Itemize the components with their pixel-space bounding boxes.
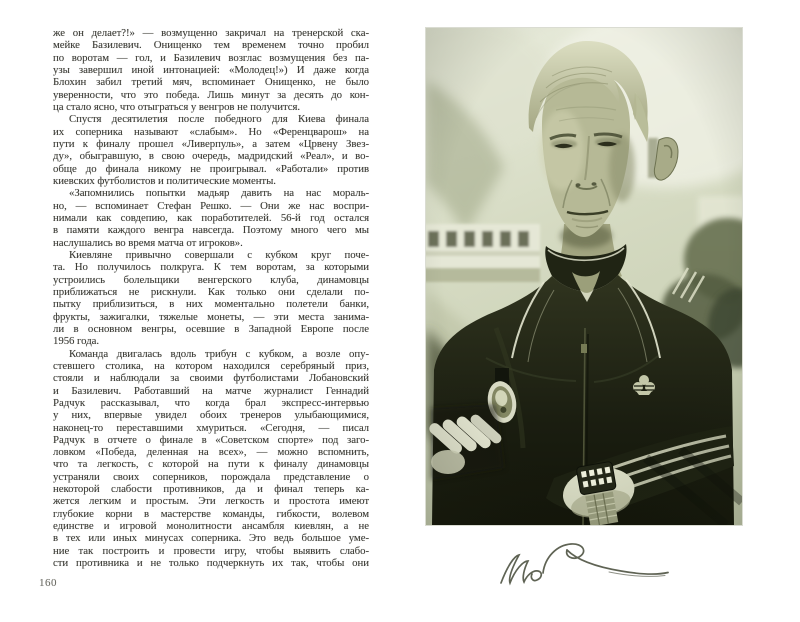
text-line: же он делает?!» — возмущенно закричал на тренерской ска- (53, 27, 369, 39)
text-line: приближаться не рискнули. Как только они сделали по- (53, 285, 369, 298)
text-line: фрукты, зажигалки, тяжелые монеты, — эти места занима- (53, 310, 369, 323)
text-line: «Запомнились попытки мадьяр давить на нас мораль- (69, 187, 369, 200)
text-line: стояли и наблюдали за своими футболистами Лобановский (53, 372, 369, 385)
text-line: у них, впервые увидел обоих тренеров улыбающимися, (53, 409, 369, 422)
signature (487, 537, 677, 597)
text-line: Спустя десятилетия после победного для Киева финала (69, 113, 369, 126)
text-line: единстве и игровой монолитности ансамбля киевлян, а не (53, 520, 369, 533)
text-line: 1956 года. (53, 335, 100, 348)
text-line: Киевляне привычно совершали с кубком круг поче- (69, 248, 369, 261)
text-line: ца стало ясно, что отыграться у венгров не получится. (53, 100, 301, 113)
text-line: пытку приблизиться, в них моментально полетели банки, (53, 298, 369, 311)
text-line: устраняли своих соперников, порождала представление о (53, 470, 369, 483)
text-line: наконец-то переставшими хмуриться. «Сегодня, — писал (53, 421, 369, 434)
text-line: наслушались во время матча от игроков». (53, 236, 243, 249)
text-line: пути к финалу прошел «Ливерпуль», а затем «Црвену Звез- (53, 137, 369, 150)
text-line: их соперника называют «слабым». Но «Ференцварош» на (53, 125, 369, 138)
text-line: нимали как совдепию, как поработителей. 56-й год остался (53, 211, 369, 224)
text-line: ние так построить и провести игру, чтобы выявить слабо- (53, 544, 369, 557)
text-line: Радчук в отчете о финале в «Советском спорте» под заго- (53, 433, 369, 446)
text-line: уверенности, что это победа. Лишь минут за десять до кон- (53, 88, 369, 101)
text-line: ли в основном венгры, осевшие в Западной Европе после (53, 322, 369, 335)
text-line: жется легким и простым. Эти легкость и простота имеют (53, 495, 369, 508)
text-line: та. Но получилось полкруга. К тем воротам, за которыми (53, 261, 369, 274)
text-line: узы завершил иной интонацией: «Молодец!») И даже когда (53, 63, 369, 76)
text-line: обще до финала никому не проигрывал. «Работали» против (53, 162, 369, 175)
text-line: по воротам — гол, и Базилевич возглас возмущения без па- (53, 51, 369, 64)
text-line: и Базилевич. Работавший на матче журналист Геннадий (53, 384, 369, 397)
text-line: глубокие корни в мастерстве команды, гибкости, волевом (53, 507, 369, 520)
text-line: но, — вспоминает Стефан Решко. — Они же нас воспри- (53, 199, 369, 212)
left-page-text (53, 27, 369, 569)
text-line: Блохин забил третий мяч, вспоминает Онищенко, не было (53, 76, 369, 89)
text-line: некоторой слабости противников, да и финал теперь ка- (53, 483, 369, 496)
text-line: сти противника и не только подчеркнуть их так, чтобы они (53, 557, 369, 570)
text-line: Радчук рассказывал, что когда брал экспресс-интервью (53, 396, 369, 409)
text-line: что та легкость, с которой на пути к финалу динамовцы (53, 458, 369, 471)
text-line: в тех или иных минусах соперника. Это ведь большое уме- (53, 532, 369, 545)
page-number: 160 (39, 577, 57, 589)
text-line: ду», обыгравшую, в свою очередь, мадридский «Реал», и во- (53, 150, 369, 163)
text-line: киевских футболистов и политические моменты. (53, 174, 276, 187)
text-line: в памяти каждого венгра навсегда. Поэтому много чего мы (53, 224, 369, 237)
portrait-photo (426, 28, 742, 525)
text-line: мейке Базилевич. Онищенко тем временем точно пробил (53, 39, 369, 52)
text-line: устроились болельщики венгерского клуба, динамовцы (53, 273, 369, 286)
text-line: стевшего столика, на котором находился серебряный приз, (53, 359, 369, 372)
text-line: Команда двигалась вдоль трибун с кубком, а возле опу- (69, 347, 369, 360)
text-line: ловком «Победа, деленная на всех», — можно вспомнить, (53, 446, 369, 459)
